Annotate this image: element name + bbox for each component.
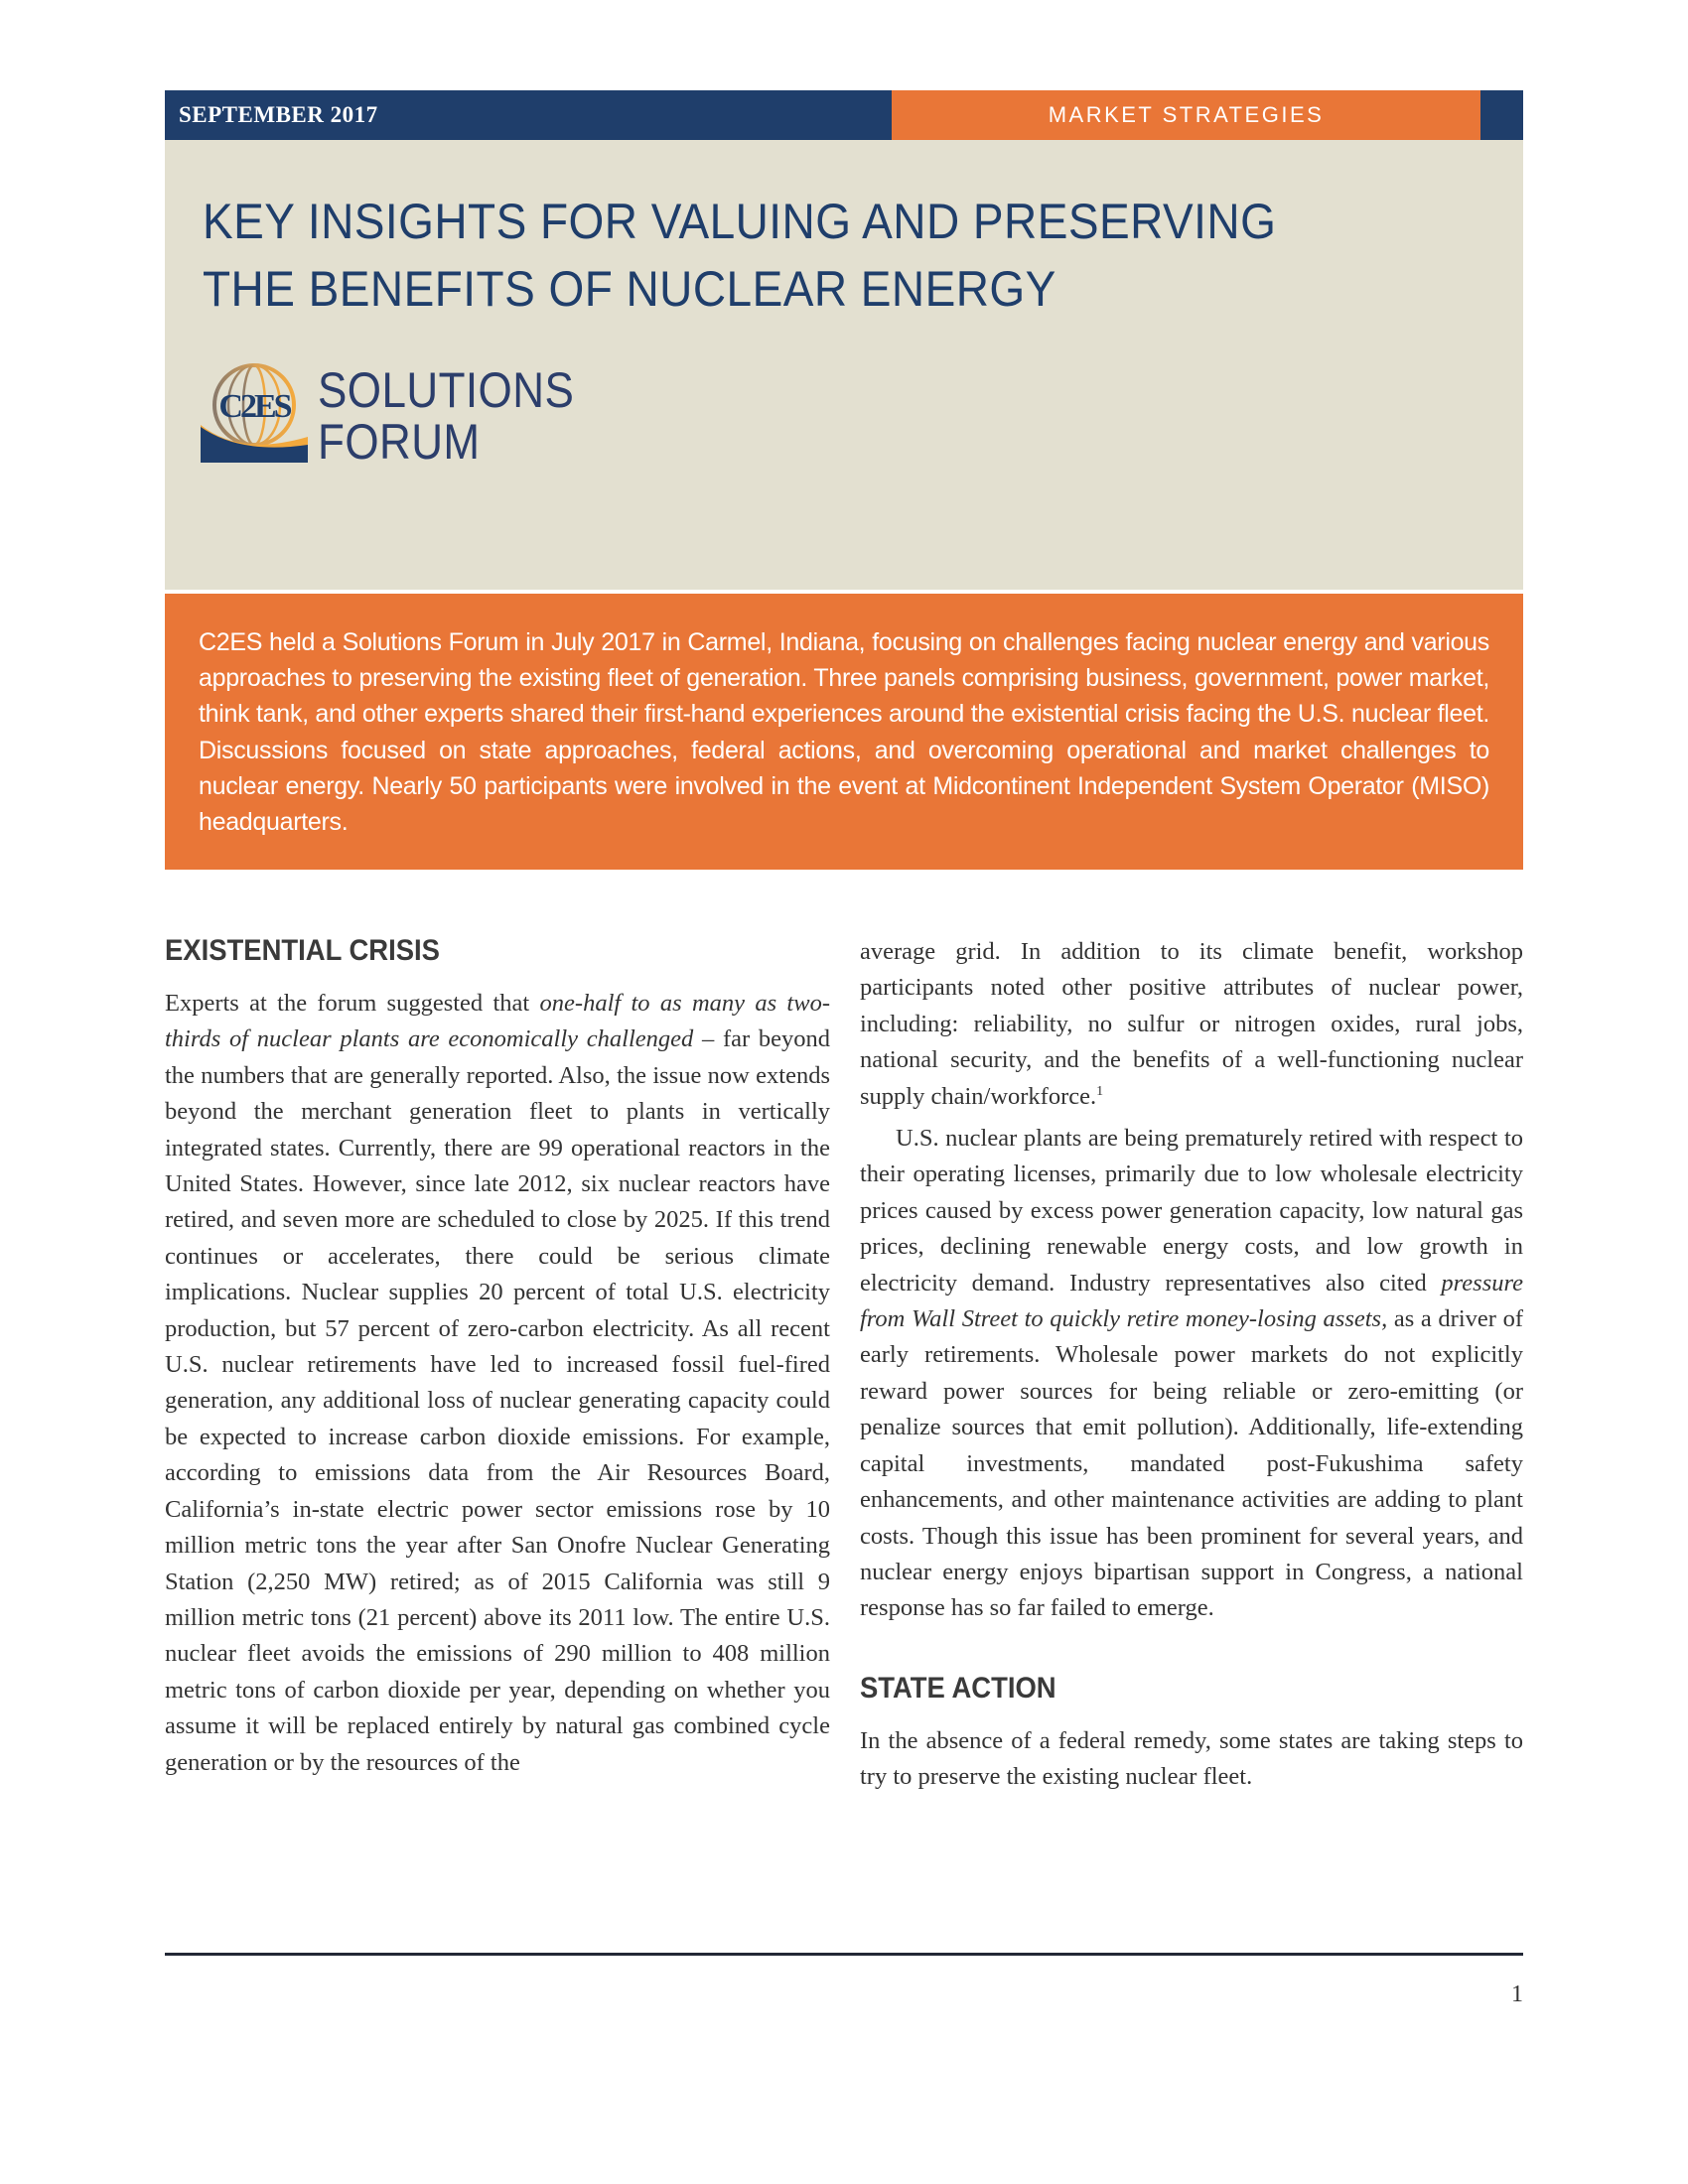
body-column-right	[860, 934, 1523, 1796]
footnote-marker: 1	[1096, 1083, 1104, 1099]
publication-date: SEPTEMBER 2017	[165, 90, 892, 140]
paragraph-existential-crisis-2	[860, 1121, 1523, 1627]
title-line-1: KEY INSIGHTS FOR VALUING AND PRESERVING	[203, 194, 1277, 249]
logo-mark-text: C2ES	[218, 388, 290, 425]
globe-logo-icon	[201, 361, 312, 463]
title-line-2: THE BENEFITS OF NUCLEAR ENERGY	[203, 261, 1056, 317]
intro-summary-box	[165, 594, 1523, 870]
logo-word-solutions: SOLUTIONS	[318, 362, 575, 418]
document-title	[203, 188, 1276, 323]
p1-emphasis: one-half to as many as two-thirds of nuclear plants are economically challenged	[165, 990, 830, 1053]
paragraph-existential-crisis-1-part-b	[860, 934, 1523, 1115]
logo-word-forum: FORUM	[318, 414, 481, 470]
intro-text: C2ES held a Solutions Forum in July 2017 in Carmel, Indiana, focusing on challenges facing nuclear energy and various approaches to preserving the existing fleet of generation. Three panels comprising business, government, power market, think tank, and other experts shared their first-hand experiences around the existential crisis facing the U.S. nuclear fleet. Discussions focused on state approaches, federal actions, and overcoming operational and market challenges to nuclear energy. Nearly 50 participants were involved in the event at Midcontinent Independent System Operator (MISO) headquarters.	[199, 628, 1489, 837]
paragraph-state-action-1: In the absence of a federal remedy, some states are taking steps to try to preserve the existing nuclear fleet.	[860, 1726, 1523, 1791]
p2-emphasis: pressure from Wall Street to quickly retire money-losing assets,	[860, 1269, 1523, 1333]
p1-text-rest-b: average grid. In addition to its climate benefit, workshop participants noted other positive attributes of nuclear power, including: reliability, no sulfur or nitrogen oxides, rural jobs, national security, and the benefits of a well-functioning nuclear supply chain/workforce.	[860, 938, 1523, 1110]
header-bar	[165, 90, 1523, 140]
section-heading-existential-crisis: EXISTENTIAL CRISIS	[165, 934, 440, 967]
footer-divider	[165, 1953, 1523, 1956]
paragraph-existential-crisis-1-part-a	[165, 986, 830, 1781]
p2-text-rest: as a driver of early retirements. Wholesale power markets do not explicitly reward power sources for being reliable or zero-emitting (or penalize sources that emit pollution). Additionally, life-extending capital investments, mandated post-Fukushima safety enhancements, and other maintenance activities are adding to plant costs. Though this issue has been prominent for several years, and nuclear energy enjoys bipartisan support in Congress, a national response has so far failed to emerge.	[860, 1305, 1523, 1622]
body-column-left	[165, 931, 830, 1781]
p2-text-start: U.S. nuclear plants are being prematurely retired with respect to their operating licenses, primarily due to low wholesale electricity prices caused by excess power generation capacity, low natural gas prices, declining renewable energy costs, and low growth in electricity demand. Industry representatives also cited	[860, 1125, 1523, 1297]
logo-wordmark	[318, 362, 575, 470]
section-heading-state-action: STATE ACTION	[860, 1671, 1056, 1705]
category-label: MARKET STRATEGIES	[892, 90, 1480, 140]
page-number: 1	[1511, 1981, 1523, 2007]
c2es-solutions-forum-logo	[201, 361, 609, 469]
p1-text-rest-a: – far beyond the numbers that are generally reported. Also, the issue now extends beyond the merchant generation fleet to plants in vertically integrated states. Currently, there are 99 operational reactors in the United States. However, since late 2012, six nuclear reactors have retired, and seven more are scheduled to close by 2025. If this trend continues or accelerates, there could be serious climate implications. Nuclear supplies 20 percent of total U.S. electricity production, but 57 percent of zero-carbon electricity. As all recent U.S. nuclear retirements have led to increased fossil fuel-fired generation, any additional loss of nuclear generating capacity could be expected to increase carbon dioxide emissions. For example, according to emissions data from the Air Resources Board, California’s in-state electric power sector emissions rose by 10 million metric tons the year after San Onofre Nuclear Generating Station (2,250 MW) retired; as of 2015 California was still 9 million metric tons (21 percent) above its 2011 low. The entire U.S. nuclear fleet avoids the emissions of 290 million to 408 million metric tons of carbon dioxide per year, depending on whether you assume it will be replaced entirely by natural gas combined cycle generation or by the resources of the	[165, 1025, 830, 1776]
title-panel	[165, 140, 1523, 590]
header-endcap	[1480, 90, 1523, 140]
p1-text-start: Experts at the forum suggested that	[165, 990, 540, 1017]
